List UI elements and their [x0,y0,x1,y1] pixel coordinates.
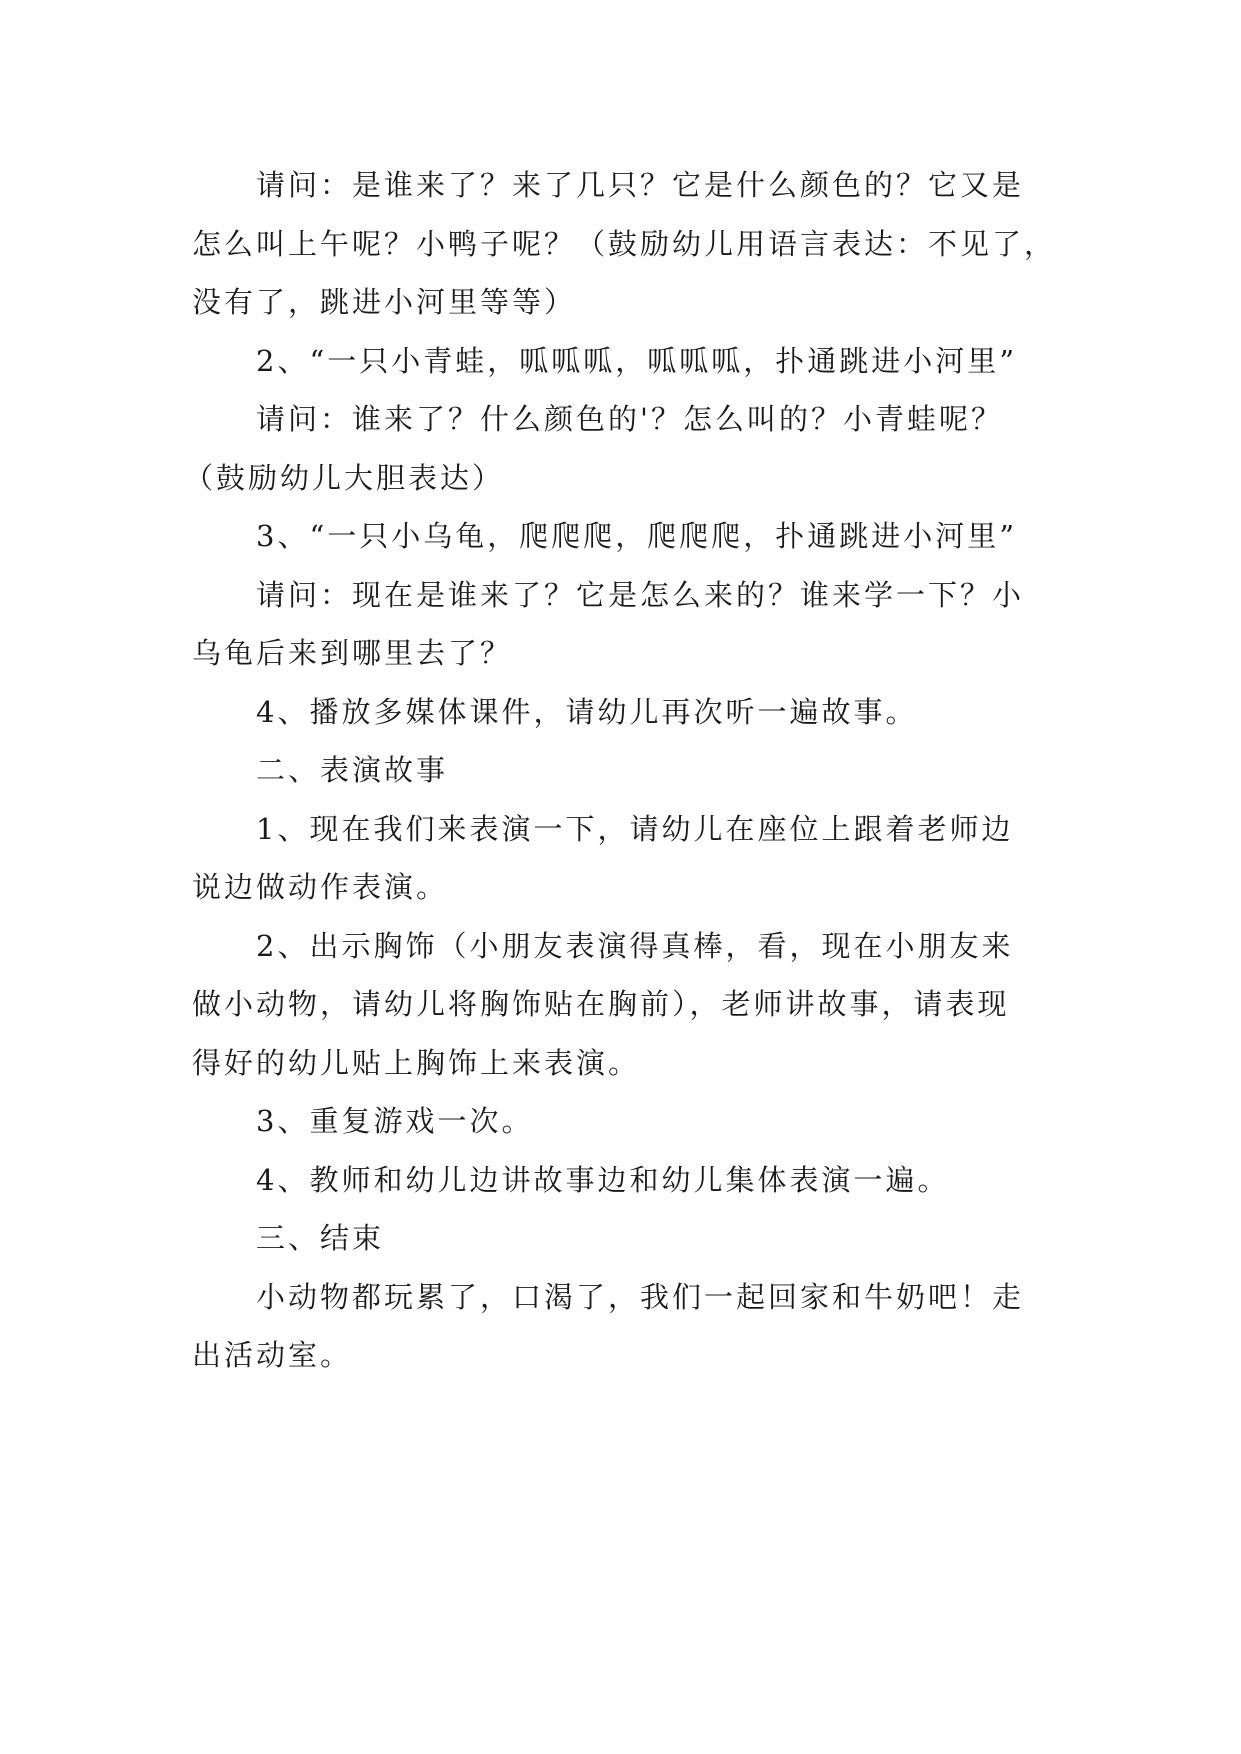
text-line: 出活动室。 [192,1338,353,1372]
section-heading: 二、表演故事 [256,753,449,787]
text-line: 2、出示胸饰（小朋友表演得真棒，看，现在小朋友来 [256,928,1014,963]
text-line: （鼓励幼儿大胆表达） [184,460,505,495]
text-line: 3、重复游戏一次。 [256,1104,534,1138]
text-line: 得好的幼儿贴上胸饰上来表演。 [192,1045,641,1080]
document-body [184,156,1092,1385]
text-line: 没有了，跳进小河里等等） [192,285,577,319]
text-line: 4、播放多媒体课件，请幼儿再次听一遍故事。 [256,694,918,729]
text-line: 怎么叫上午呢？小鸭子呢？（鼓励幼儿用语言表达：不见了， [192,226,1057,261]
text-line: 4、教师和幼儿边讲故事边和幼儿集体表演一遍。 [256,1162,950,1197]
text-line: 3、“一只小乌龟，爬爬爬，爬爬爬，扑通跳进小河里” [256,519,1018,553]
text-line: 乌龟后来到哪里去了？ [192,636,513,670]
text-line: 请问：现在是谁来了？它是怎么来的？谁来学一下？小 [256,577,1025,612]
text-line: 1、现在我们来表演一下，请幼儿在座位上跟着老师边 [256,811,1014,846]
section-heading: 三、结束 [256,1221,385,1255]
text-line: 请问：谁来了？什么颜色的'？怎么叫的？小青蛙呢？ [256,402,1003,436]
text-line: 2、“一只小青蛙，呱呱呱，呱呱呱，扑通跳进小河里” [256,343,1018,378]
text-line: 做小动物，请幼儿将胸饰贴在胸前），老师讲故事，请表现 [192,987,1010,1021]
text-line: 小动物都玩累了，口渴了，我们一起回家和牛奶吧！走 [256,1279,1025,1314]
text-line: 请问：是谁来了？来了几只？它是什么颜色的？它又是 [256,168,1025,202]
text-line: 说边做动作表演。 [192,870,449,904]
